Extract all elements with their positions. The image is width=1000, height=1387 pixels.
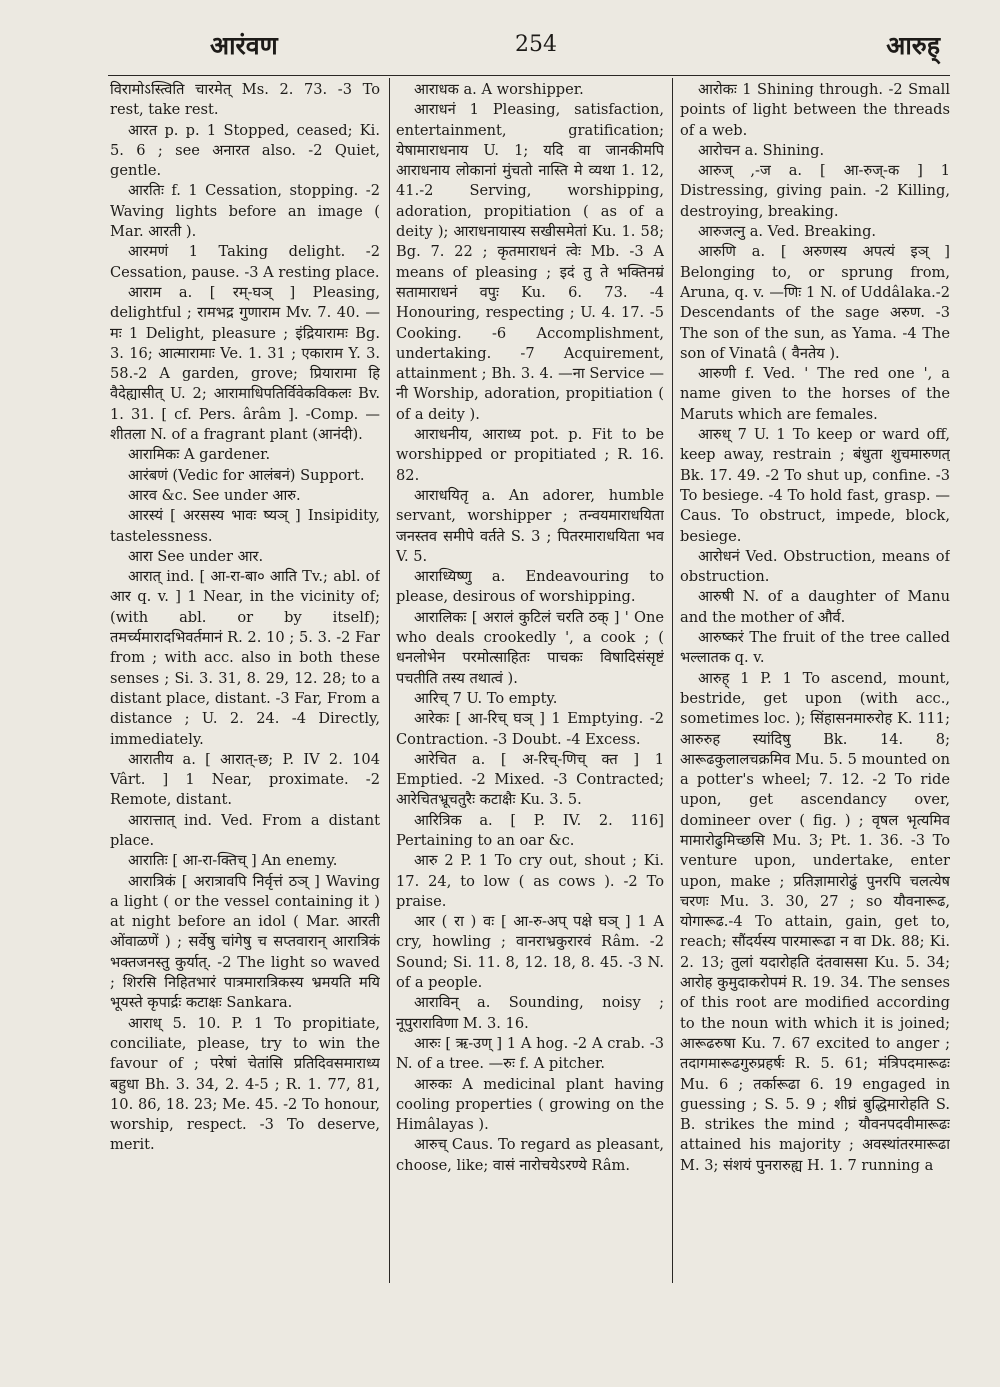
column-1: [110, 80, 380, 1280]
dictionary-entry: आरित्रिक a. [ P. IV. 2. 116] Pertaining to an oar &c.: [396, 811, 664, 849]
dictionary-entry: आरात्तात् ind. Ved. From a distant place.: [110, 811, 380, 849]
dictionary-entry: आरेकः [ आ-रिच् घञ् ] 1 Emptying. -2 Contraction. -3 Doubt. -4 Excess.: [396, 710, 664, 748]
dictionary-entry: आराध् 5. 10. P. 1 To propitiate, conciliate, please, try to win the favour of ; परेषां चेतांसि प्रतिदिवसमाराध्य बहुधा Bh. 3. 34, 2. 4-5 ; R. 1. 77, 81, 10. 86, 18. 23; Me. 45. -2 To honour, worship, respect. -3 To deserve, merit.: [110, 1014, 380, 1154]
dictionary-entry: आरंबणं (Vedic for आलंबनं) Support.: [128, 466, 365, 484]
dictionary-entry: आरस्यं [ अरसस्य भावः ष्यञ् ] Insipidity, tastelessness.: [110, 507, 380, 545]
dictionary-entry: आरुषी N. of a daughter of Manu and the mother of और्व.: [680, 588, 950, 626]
dictionary-entry: आरा See under आर.: [128, 547, 264, 565]
header-rule: [108, 75, 950, 76]
dictionary-entry: आराधनं 1 Pleasing, satisfaction, entertainment, gratification; येषामाराधनाय U. 1; यदि वा जानकीमपि आराधनाय लोकानां मुंचतो नास्ति मे व्यथा 1. 12, 41.-2 Serving, worshipping, adoration, propitiation ( as of a deity ); आराधनायास्य सखीसमेतां Ku. 1. 58; Bg. 7. 22 ; कृतमाराधनं त्वेः Mb. -3 A means of pleasing ; इदं तु ते भक्तिनम्रं सतामाराधनं वपुः Ku. 6. 73. -4 Honouring, respecting ; U. 4. 17. -5 Cooking. -6 Accomplishment, undertaking. -7 Acquirement, attainment ; Bh. 3. 4. —ना Service —नी Worship, adoration, propitiation ( of a deity ).: [396, 101, 664, 423]
dictionary-entry: आरुज् ,-ज a. [ आ-रुज्-क ] 1 Distressing, giving pain. -2 Killing, destroying, breaking.: [680, 162, 950, 220]
dictionary-entry: आरात् ind. [ आ-रा-बा० आति Tv.; abl. of आर q. v. ] 1 Near, in the vicinity of; (with abl. or by itself); तमर्च्यमारादभिवर्तमानं R. 2. 10 ; 5. 3. -2 Far from ; with acc. also in both these senses ; Si. 3. 31, 8. 29, 12. 28; to a distant place, distant. -3 Far, From a distance ; U. 2. 24. -4 Directly, immediately.: [110, 568, 380, 748]
column-divider: [389, 78, 390, 1283]
dictionary-entry: आरुष्करं The fruit of the tree called भल्लातक q. v.: [680, 629, 950, 667]
dictionary-entry: आराधयितृ a. An adorer, humble servant, worshipper ; तन्वयमाराधयिता जनस्तव समीपे वर्तते S. 3 ; पितरमाराधयिता भव V. 5.: [396, 486, 664, 565]
dictionary-entry: आराधक a. A worshipper.: [414, 81, 584, 98]
dictionary-entry: आरेचित a. [ अ-रिच्-णिच् क्त ] 1 Emptied. -2 Mixed. -3 Contracted; आरेचितभ्रूचतुरैः कटाक्षैः Ku. 3. 5.: [396, 750, 664, 809]
dictionary-entry: आरुः [ ऋ-उण् ] 1 A hog. -2 A crab. -3 N. of a tree. —रुः f. A pitcher.: [396, 1034, 664, 1073]
dictionary-entry: आरोधनं Ved. Obstruction, means of obstruction.: [680, 547, 950, 586]
dictionary-entry: आरुकः A medicinal plant having cooling properties ( growing on the Himâlayas ).: [396, 1075, 664, 1134]
dictionary-entry: आरोचन a. Shining.: [698, 141, 825, 159]
dictionary-entry: आरमणं 1 Taking delight. -2 Cessation, pause. -3 A resting place.: [110, 243, 380, 281]
dictionary-entry: आरु 2 P. 1 To cry out, shout ; Ki. 17. 24, to low ( as cows ). -2 To praise.: [396, 852, 664, 910]
left-guide-word: आरंवण: [210, 31, 278, 60]
dictionary-entry: आरोकः 1 Shining through. -2 Small points of light between the threads of a web.: [680, 81, 950, 139]
dictionary-entry: आर ( रा ) वः [ आ-रु-अप् पक्षे घञ् ] 1 A cry, howling ; वानराभ्रकुरारवं Râm. -2 Sound; Si. 11. 8, 12. 18, 8. 45. -3 N. of a people.: [396, 913, 664, 992]
column-2: [396, 80, 664, 1280]
column-divider: [672, 78, 673, 1283]
dictionary-entry: आरुजत्नु a. Ved. Breaking.: [698, 223, 877, 241]
dictionary-entry: आरातीय a. [ आरात्-छ; P. IV 2. 104 Vârt. ] 1 Near, proximate. -2 Remote, distant.: [110, 750, 380, 809]
dictionary-entry: आरुणी f. Ved. ' The red one ', a name given to the horses of the Maruts which are females.: [680, 365, 950, 423]
dictionary-entry: आरुच् Caus. To regard as pleasant, choose, like; वासं नारोचयेऽरण्ये Râm.: [396, 1136, 664, 1174]
column-3: [680, 80, 950, 1280]
dictionary-entry: आरत p. p. 1 Stopped, ceased; Ki. 5. 6 ; see अनारत also. -2 Quiet, gentle.: [110, 121, 380, 180]
dictionary-entry: आरिच् 7 U. To empty.: [414, 689, 558, 707]
dictionary-entry: आरातिः [ आ-रा-क्तिच् ] An enemy.: [128, 852, 338, 870]
dictionary-entry: आरव &c. See under आरु.: [128, 486, 301, 504]
dictionary-entry: आराम a. [ रम्-घञ् ] Pleasing, delightful ; रामभद्र गुणाराम Mv. 7. 40. —मः 1 Delight, pleasure ; इंद्रियारामः Bg. 3. 16; आत्मारामाः Ve. 1. 31 ; एकाराम Y. 3. 58.-2 A garden, grove; प्रियारामा हि वैदेह्यासीत् U. 2; आरामाधिपतिर्विवेकविकलः Bv. 1. 31. [ cf. Pers. ârâm ]. -Comp. —शीतला N. of a fragrant plant (आनंदी).: [110, 283, 380, 444]
dictionary-entry: आराध्यिष्णु a. Endeavouring to please, desirous of worshipping.: [396, 568, 664, 606]
dictionary-entry: आरुह् 1 P. 1 To ascend, mount, bestride, get upon (with acc., sometimes loc. ); सिंहासनमारुरोह K. 111; आरुरुह स्यांदिषु Bk. 14. 8; आरूढकुलालचक्रमिव Mu. 5. 5 mounted on a potter's wheel; 7. 12. -2 To ride upon, get ascendancy over, domineer over ( fig. ) ; वृषल भृत्यमिव मामारोढुमिच्छसि Mu. 3; Pt. 1. 36. -3 To venture upon, undertake, enter upon, make ; प्रतिज्ञामारोढुं पुनरपि चलत्येष चरणः Mu. 3. 30, 27 ; so यौवनारूढ, योगारूढ.-4 To attain, gain, get to, reach; सौंदर्यस्य पारमारूढा न वा Dk. 88; Ki. 2. 13; तुलां यदारोहति दंतवाससा Ku. 5. 34; आरोह कुमुदाकरोपमं R. 19. 34. The senses of this root are modified according to the noun with which it is joined; आरूढरुषा Ku. 7. 67 excited to anger ; तदागमारूढगुरुप्रहर्षः R. 5. 61; मंत्रिपदमारूढः Mu. 6 ; तर्कारूढा 6. 19 engaged in guessing ; S. 5. 9 ; शीघ्रं बुद्धिमारोहति S. B. strikes the mind ; यौवनपदवीमारूढः attained his majority ; अवस्थांतरमारूढा M. 3; संशयं पुनरारुह्य H. 1. 7 running a: [680, 669, 950, 1174]
dictionary-entry: आरात्रिकं [ अरात्रावपि निर्वृत्तं ठञ् ] Waving a light ( or the vessel containing it ) at night before an idol ( Mar. आरती ओंवाळणें ) ; सर्वेषु चांगेषु च सप्तवारान् आरात्रिकं भक्तजनस्तु कुर्यात्. -2 The light so waved ; शिरसि निहितभारं पात्रमारात्रिकस्य भ्रमयति मयि भूयस्ते कृपार्द्रः कटाक्षः Sankara.: [110, 872, 380, 1012]
dictionary-entry: आरामिकः A gardener.: [128, 446, 271, 464]
dictionary-entry: विरामोऽस्त्विति चारमेत् Ms. 2. 73. -3 To rest, take rest.: [110, 81, 380, 119]
dictionary-entry: आरुध् 7 U. 1 To keep or ward off, keep away, restrain ; बंधुता शुचमारुणत् Bk. 17. 49. -2 To shut up, confine. -3 To besiege. -4 To hold fast, grasp. —Caus. To obstruct, impede, block, besiege.: [680, 426, 950, 545]
right-guide-word: आरुह्: [886, 31, 940, 60]
dictionary-entry: आरालिकः [ अरालं कुटिलं चरति ठक् ] ' One who deals crookedly ', a cook ; ( धनलोभेन परमोत्साहितः पाचकः विषादिसंसृष्टं पचतीति तस्य तथात्वं ).: [396, 608, 664, 687]
dictionary-entry: आराविन् a. Sounding, noisy ; नूपुराराविणा M. 3. 16.: [396, 994, 664, 1032]
page-number: 254: [515, 32, 557, 57]
dictionary-entry: आरुणि a. [ अरुणस्य अपत्यं इञ् ] Belonging to, or sprung from, Aruna, q. v. —णिः 1 N. of Uddâlaka.-2 Descendants of the sage अरुण. -3 The son of the sun, as Yama. -4 The son of Vinatâ ( वैनतेय ).: [680, 243, 950, 362]
dictionary-entry: आराधनीय, आराध्य pot. p. Fit to be worshipped or propitiated ; R. 16. 82.: [396, 426, 664, 484]
page-header: [110, 28, 940, 68]
dictionary-entry: आरतिः f. 1 Cessation, stopping. -2 Waving lights before an image ( Mar. आरती ).: [110, 182, 380, 241]
